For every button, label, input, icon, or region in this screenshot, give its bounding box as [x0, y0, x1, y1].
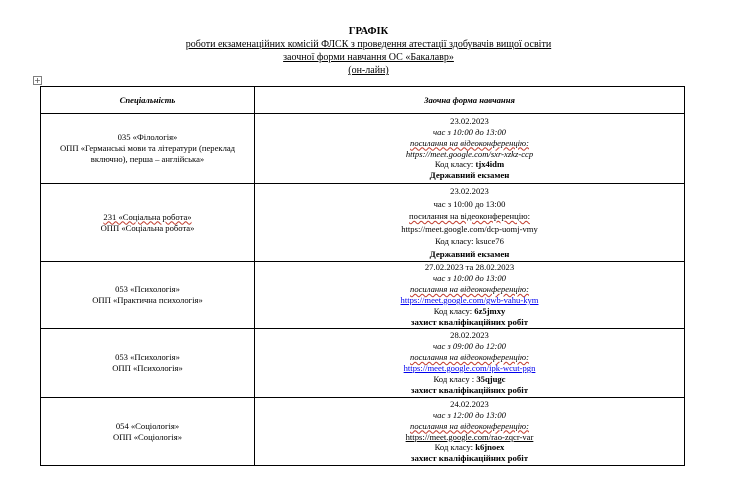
document-header	[0, 25, 737, 77]
class-code-label: Код класу:	[434, 442, 474, 453]
schedule-cell	[255, 262, 685, 329]
schedule-table	[40, 86, 685, 466]
exam-date: 27.02.2023 та 28.02.2023	[424, 262, 515, 273]
header-line-3: (он-лайн)	[348, 65, 389, 76]
specialty-cell	[41, 329, 255, 398]
specialty-code: 053 «Психологія»	[115, 284, 180, 295]
conference-url[interactable]: https://meet.google.com/sxr-xzkz-ccp	[405, 148, 534, 159]
exam-date: 23.02.2023	[450, 115, 489, 126]
exam-type: захист кваліфікаційних робіт	[410, 316, 529, 327]
class-code: 35qjugc	[476, 373, 506, 384]
table-header-row	[41, 87, 685, 114]
schedule-cell	[255, 114, 685, 184]
class-code-label: Код класу:	[434, 159, 474, 170]
column-header-specialty: Спеціальність	[41, 87, 255, 114]
conference-link-label: посилання на відеоконференцію:	[410, 137, 529, 148]
conference-url[interactable]: https://meet.google.com/ipk-wcut-pgn	[403, 363, 536, 373]
schedule-cell	[255, 398, 685, 466]
conference-link-label: посилання на відеоконференцію:	[410, 352, 529, 363]
class-code: ksuce76	[475, 236, 504, 246]
conference-url[interactable]: https://meet.google.com/dcp-uomj-vmy	[401, 223, 538, 234]
exam-type: захист кваліфікаційних робіт	[410, 384, 529, 395]
specialty-code: 035 «Філологія»	[117, 132, 178, 143]
specialty-code: 231 «Соціальна робота»	[103, 211, 192, 222]
exam-time: час з 10:00 до 13:00	[433, 126, 506, 137]
exam-time: час з 12:00 до 13:00	[433, 409, 506, 420]
table-row	[41, 398, 685, 466]
class-code: k6jnoex	[475, 442, 505, 453]
specialty-cell	[41, 114, 255, 184]
table-row	[41, 114, 685, 184]
column-header-form: Заочна форма навчання	[255, 87, 685, 114]
class-code-label: Код класу :	[433, 373, 475, 384]
class-code: tjx4idm	[475, 159, 505, 170]
exam-time: час з 09:00 до 12:00	[433, 341, 506, 352]
exam-type: Державний екзамен	[429, 170, 510, 181]
program-name: ОПП «Практична психологія»	[92, 295, 203, 305]
class-code-label: Код класу:	[433, 305, 473, 316]
class-code-line	[258, 306, 681, 317]
conference-url[interactable]: https://meet.google.com/rao-zqcr-var	[405, 431, 534, 442]
conference-url[interactable]: https://meet.google.com/gwb-vahu-kym	[400, 295, 539, 305]
exam-date: 23.02.2023	[450, 186, 489, 196]
conference-link-label: посилання на відеоконференцію:	[410, 420, 529, 431]
class-code-line	[258, 374, 681, 385]
program-name: ОПП «Германські мови та літератури (переклад включно), перша – англійська»	[59, 143, 236, 164]
exam-type: Державний екзамен	[429, 248, 510, 259]
specialty-code: 054 «Соціологія»	[115, 420, 180, 431]
exam-date: 24.02.2023	[450, 398, 489, 409]
conference-link-label: посилання на відеоконференцію:	[410, 284, 529, 295]
specialty-cell	[41, 398, 255, 466]
class-code-line	[258, 235, 681, 248]
conference-link-label: посилання на відеоконференцію:	[409, 211, 530, 221]
schedule-cell	[255, 329, 685, 398]
class-code-line	[258, 442, 681, 453]
schedule-cell	[255, 184, 685, 262]
table-row	[41, 329, 685, 398]
table-row	[41, 262, 685, 329]
specialty-code: 053 «Психологія»	[115, 352, 180, 363]
specialty-cell	[41, 184, 255, 262]
exam-type: захист кваліфікаційних робіт	[410, 453, 529, 464]
program-name: ОПП «Соціальна робота»	[100, 222, 195, 233]
document-title: ГРАФІК	[348, 26, 389, 37]
class-code: 6z5jmxy	[474, 305, 506, 316]
header-line-1: роботи екзаменаційних комісій ФЛСК з проведення атестації здобувачів вищої освіти	[185, 39, 552, 50]
exam-date: 28.02.2023	[450, 330, 489, 341]
specialty-cell	[41, 262, 255, 329]
exam-time: час з 10:00 до 13:00	[433, 273, 506, 284]
header-line-2: заочної форми навчання ОС «Бакалавр»	[283, 52, 454, 63]
program-name: ОПП «Психологія»	[112, 363, 183, 373]
exam-time: час з 10:00 до 13:00	[433, 198, 506, 209]
program-name: ОПП «Соціологія»	[112, 431, 182, 442]
class-code-label: Код класу:	[435, 236, 474, 246]
table-move-handle-icon[interactable]: +	[34, 76, 41, 85]
table-row	[41, 184, 685, 262]
class-code-line	[258, 159, 681, 170]
